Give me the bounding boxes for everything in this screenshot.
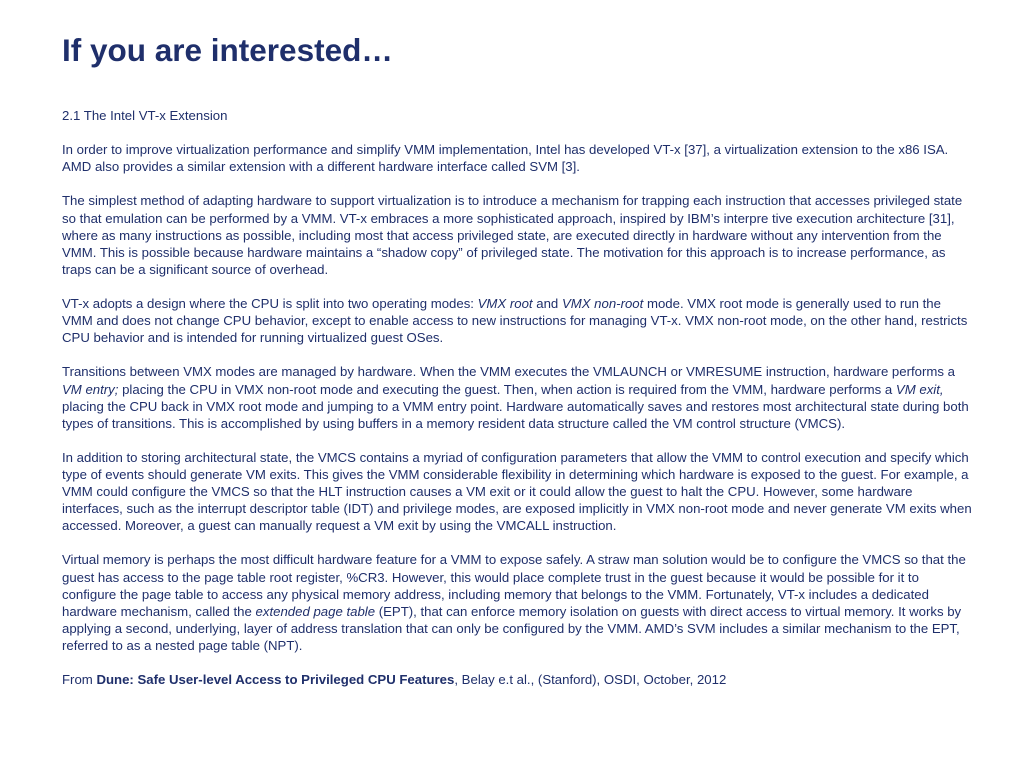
term-vmx-non-root: VMX non-root	[561, 296, 644, 312]
slide-title: If you are interested…	[62, 32, 393, 68]
section-heading: 2.1 The Intel VT-x Extension	[62, 108, 228, 123]
text-span: mode. VMX root mode is generally used to run the VMM and does not change CPU behavior, except to enable access to new instructions for managing VT-x. VMX non-root mode, on the other hand, restricts CPU behavior and is intended for running virtualized guest OSes.	[62, 296, 968, 346]
slide-body	[62, 107, 974, 705]
text-span: placing the CPU back in VMX root mode and jumping to a VMM entry point. Hardware automatically saves and restores most architectural state during both types of transitions. This is accomplished by using buffers in a memory resident data structure called the VM control structure (VMCS).	[62, 398, 969, 431]
text-span: and	[532, 296, 562, 312]
text-span: (EPT), that can enforce memory isolation on guests with direct access to virtual memory. It works by applying a second, underlying, layer of address translation that can only be configured by the VMM. AMD’s SVM includes a similar mechanism to the EPT, referred to as a nested page table (NPT).	[62, 603, 962, 653]
text-span: VT-x adopts a design where the CPU is split into two operating modes:	[62, 296, 478, 312]
citation-suffix: , Belay e.t al., (Stanford), OSDI, October, 2012	[454, 672, 727, 688]
citation	[62, 671, 974, 688]
paragraph-virtual-memory	[62, 551, 974, 654]
text-span: Transitions between VMX modes are managed by hardware. When the VMM executes the VMLAUNCH or VMRESUME instruction, hardware performs a	[62, 364, 955, 380]
citation-title: Dune: Safe User-level Access to Privileged CPU Features	[96, 672, 455, 688]
citation-prefix: From	[62, 672, 97, 688]
term-vmx-root: VMX root	[477, 296, 533, 312]
text-span: Virtual memory is perhaps the most difficult hardware feature for a VMM to expose safely. A straw man solution would be to configure the VMCS so that the guest has access to the page table root register, %CR3. However, this would place complete trust in the guest because it would be possible for it to configure the page table to access any physical memory address, including memory that belongs to the VMM. Fortunately, VT-x includes a dedicated hardware mechanism, called the	[62, 552, 966, 619]
paragraph-operating-modes	[62, 295, 974, 346]
term-extended-page-table: extended page table	[255, 603, 376, 619]
paragraph-intro: In order to improve virtualization performance and simplify VMM implementation, Intel has developed VT-x [37], a virtualization extension to the x86 ISA. AMD also provides a similar extension with a different hardware interface called SVM [3].	[62, 142, 949, 175]
paragraph-trapping: The simplest method of adapting hardware to support virtualization is to introduce a mechanism for trapping each instruction that accesses privileged state so that emulation can be performed by a VMM. VT-x embraces a more sophisticated approach, inspired by IBM’s interpre tive execution architecture [31], where as many instructions as possible, including most that access privileged state, are executed directly in hardware without any intervention from the VMM. This is possible because hardware maintains a “shadow copy” of privileged state. The motivation for this approach is to increase performance, as traps can be a significant source of overhead.	[62, 193, 963, 277]
paragraph-vmcs: In addition to storing architectural state, the VMCS contains a myriad of configuration parameters that allow the VMM to control execution and specify which type of events should generate VM exits. This gives the VMM considerable flexibility in determining which hardware is exposed to the guest. For example, a VMM could configure the VMCS so that the HLT instruction causes a VM exit or it could allow the guest to halt the CPU. However, some hardware interfaces, such as the interrupt descriptor table (IDT) and privilege modes, are exposed implicitly in VMX non-root mode and never generate VM exits when accessed. Moreover, a guest can manually request a VM exit by using the VMCALL instruction.	[62, 449, 972, 534]
term-vm-exit: VM exit,	[895, 381, 944, 397]
term-vm-entry: VM entry;	[62, 381, 119, 397]
text-span: placing the CPU in VMX non-root mode and executing the guest. Then, when action is required from the VMM, hardware performs a	[118, 381, 896, 397]
paragraph-transitions	[62, 363, 974, 431]
